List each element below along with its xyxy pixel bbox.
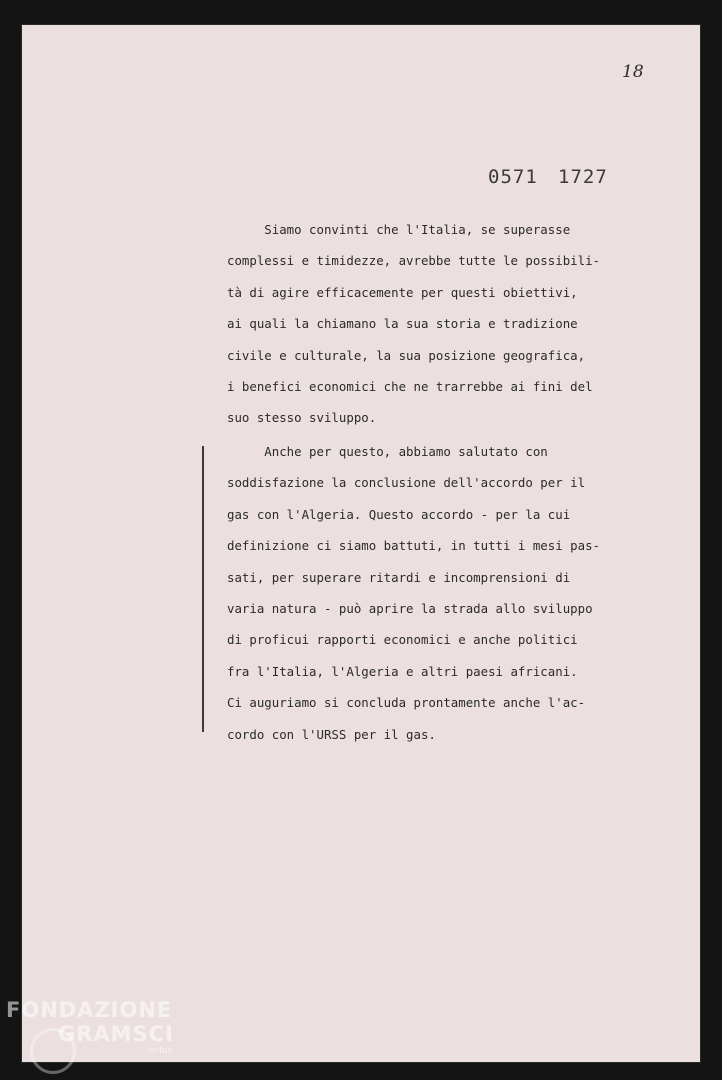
paragraph-1 bbox=[227, 214, 600, 434]
watermark-line-2: GRAMSCI bbox=[58, 1022, 174, 1046]
text-line: ai quali la chiamano la sua storia e tradizione bbox=[227, 316, 578, 332]
text-line: fra l'Italia, l'Algeria e altri paesi africani. bbox=[227, 663, 578, 679]
watermark-logo bbox=[6, 1000, 174, 1056]
margin-mark-line bbox=[202, 446, 204, 732]
text-line: Anche per questo, abbiamo salutato con bbox=[227, 444, 548, 459]
page-number: 18 bbox=[622, 62, 644, 82]
archive-code-left: 0571 bbox=[488, 166, 538, 188]
text-line: i benefici economici che ne trarrebbe ai fini del bbox=[227, 378, 593, 394]
paragraph-2 bbox=[227, 436, 600, 750]
text-line: suo stesso sviluppo. bbox=[227, 410, 377, 426]
text-line: Siamo convinti che l'Italia, se superasse bbox=[227, 222, 571, 237]
text-line: gas con l'Algeria. Questo accordo - per la cui bbox=[227, 506, 571, 522]
watermark-line-1: FONDAZIONE bbox=[6, 998, 173, 1022]
text-line: definizione ci siamo battuti, in tutti i mesi pas- bbox=[227, 538, 600, 554]
text-line: cordo con l'URSS per il gas. bbox=[227, 726, 436, 742]
text-line: Ci auguriamo si concluda prontamente anche l'ac- bbox=[227, 695, 586, 711]
text-line: sati, per superare ritardi e incomprensioni di bbox=[227, 569, 571, 585]
text-line: civile e culturale, la sua posizione geografica, bbox=[227, 347, 586, 363]
text-line: di proficui rapporti economici e anche politici bbox=[227, 632, 578, 648]
archive-code-right: 1727 bbox=[558, 166, 608, 188]
text-line: complessi e timidezze, avrebbe tutte le possibili- bbox=[227, 253, 600, 269]
text-line: soddisfazione la conclusione dell'accordo per il bbox=[227, 475, 586, 491]
watermark-line-3: onlus bbox=[148, 1046, 173, 1056]
text-line: varia natura - può aprire la strada allo sviluppo bbox=[227, 600, 593, 616]
text-line: tà di agire efficacemente per questi obiettivi, bbox=[227, 284, 578, 300]
